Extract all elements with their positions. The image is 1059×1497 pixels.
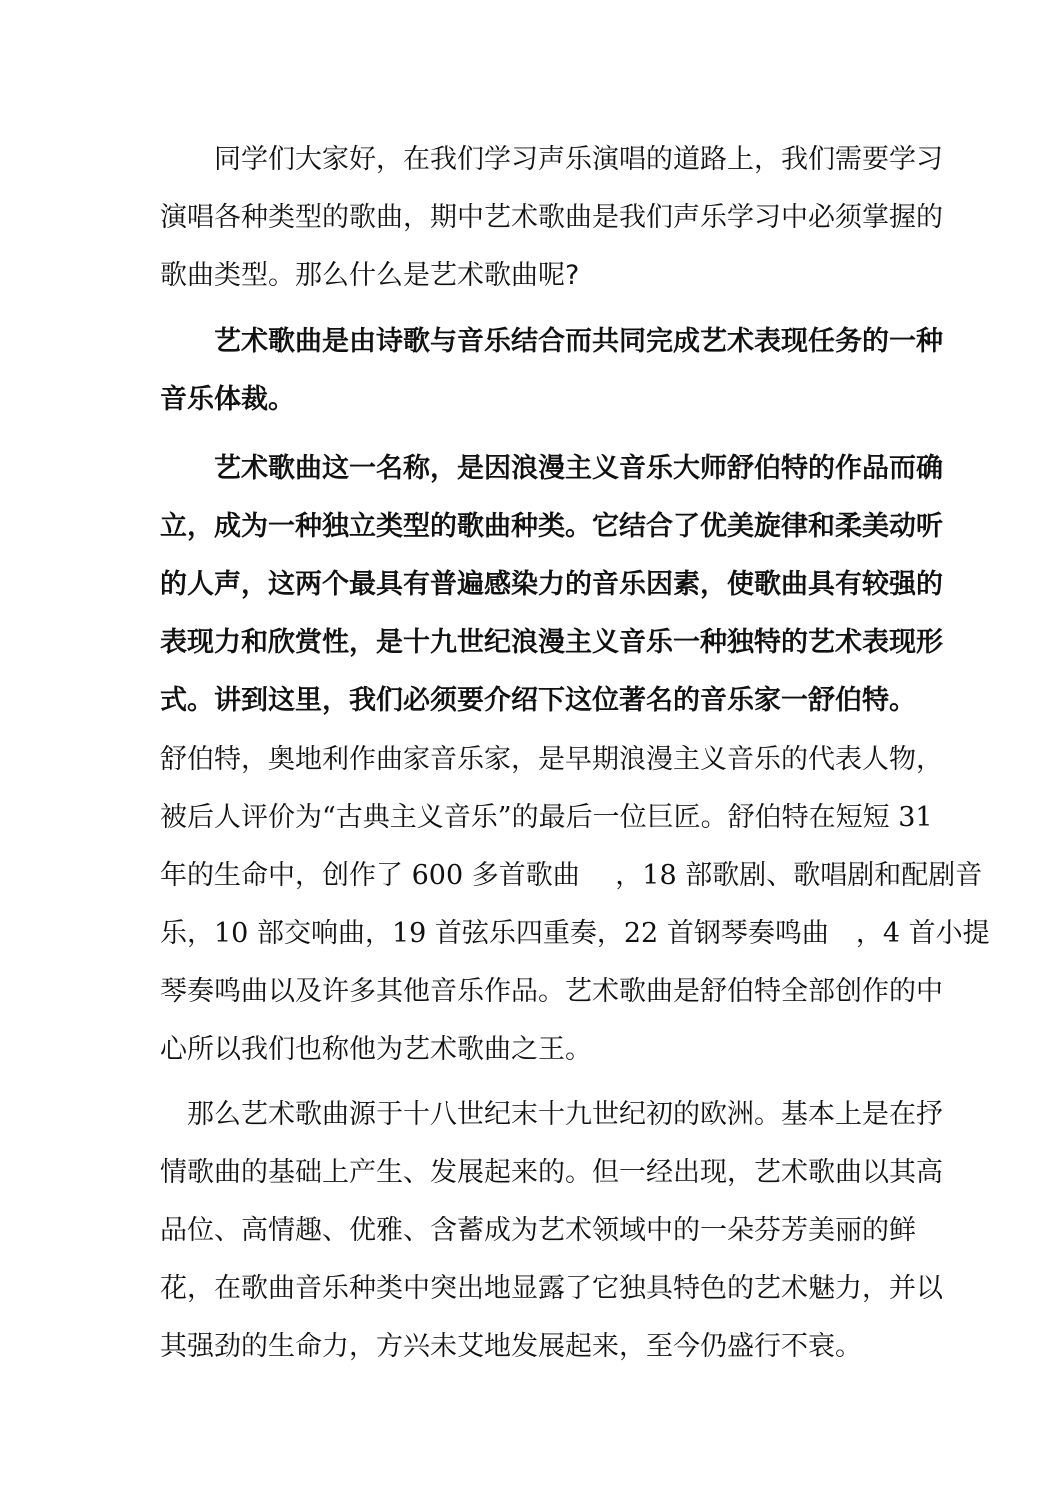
text-line: 其强劲的生命力，方兴未艾地发展起来，至今仍盛行不衰。 [160, 1331, 862, 1362]
paragraph-definition [160, 313, 943, 429]
text-line: 情歌曲的基础上产生、发展起来的。但一经出现，艺术歌曲以其高 [160, 1157, 943, 1188]
text-line: 琴奏鸣曲以及许多其他音乐作品。艺术歌曲是舒伯特全部创作的中 [160, 976, 943, 1007]
text-line: 歌曲类型。那么什么是艺术歌曲呢? [160, 260, 580, 291]
text-line: 被后人评价为“古典主义音乐”的最后一位巨匠。舒伯特在短短 31 [160, 802, 933, 833]
text-line: 年的生命中，创作了 600 多首歌曲 ，18 部歌剧、歌唱剧和配剧音 [160, 860, 983, 891]
text-line: 音乐体裁。 [160, 384, 295, 415]
text-line: 演唱各种类型的歌曲，期中艺术歌曲是我们声乐学习中必须掌握的 [160, 202, 943, 233]
text-line: 品位、高情趣、优雅、含蓄成为艺术领域中的一朵芬芳美丽的鲜 [160, 1215, 916, 1246]
paragraph-schubert [160, 731, 990, 1079]
text-line: 艺术歌曲这一名称，是因浪漫主义音乐大师舒伯特的作品而确 [160, 453, 943, 484]
text-line: 式。讲到这里，我们必须要介绍下这位著名的音乐家一舒伯特。 [160, 685, 916, 716]
paragraph-origin-name [160, 440, 943, 730]
paragraph-history [160, 1086, 943, 1376]
text-line: 乐，10 部交响曲，19 首弦乐四重奏，22 首钢琴奏鸣曲 ，4 首小提 [160, 918, 990, 949]
text-line: 那么艺术歌曲源于十八世纪末十九世纪初的欧洲。基本上是在抒 [160, 1099, 943, 1130]
text-line: 舒伯特，奥地利作曲家音乐家，是早期浪漫主义音乐的代表人物， [160, 744, 943, 775]
text-line: 艺术歌曲是由诗歌与音乐结合而共同完成艺术表现任务的一种 [160, 326, 943, 357]
paragraph-intro [160, 131, 943, 305]
text-line: 的人声，这两个最具有普遍感染力的音乐因素，使歌曲具有较强的 [160, 569, 943, 600]
text-line: 表现力和欣赏性，是十九世纪浪漫主义音乐一种独特的艺术表现形 [160, 627, 943, 658]
text-line: 心所以我们也称他为艺术歌曲之王。 [160, 1034, 592, 1065]
text-line: 花，在歌曲音乐种类中突出地显露了它独具特色的艺术魅力，并以 [160, 1273, 943, 1304]
text-line: 立，成为一种独立类型的歌曲种类。它结合了优美旋律和柔美动听 [160, 511, 943, 542]
text-line: 同学们大家好，在我们学习声乐演唱的道路上，我们需要学习 [160, 144, 943, 175]
